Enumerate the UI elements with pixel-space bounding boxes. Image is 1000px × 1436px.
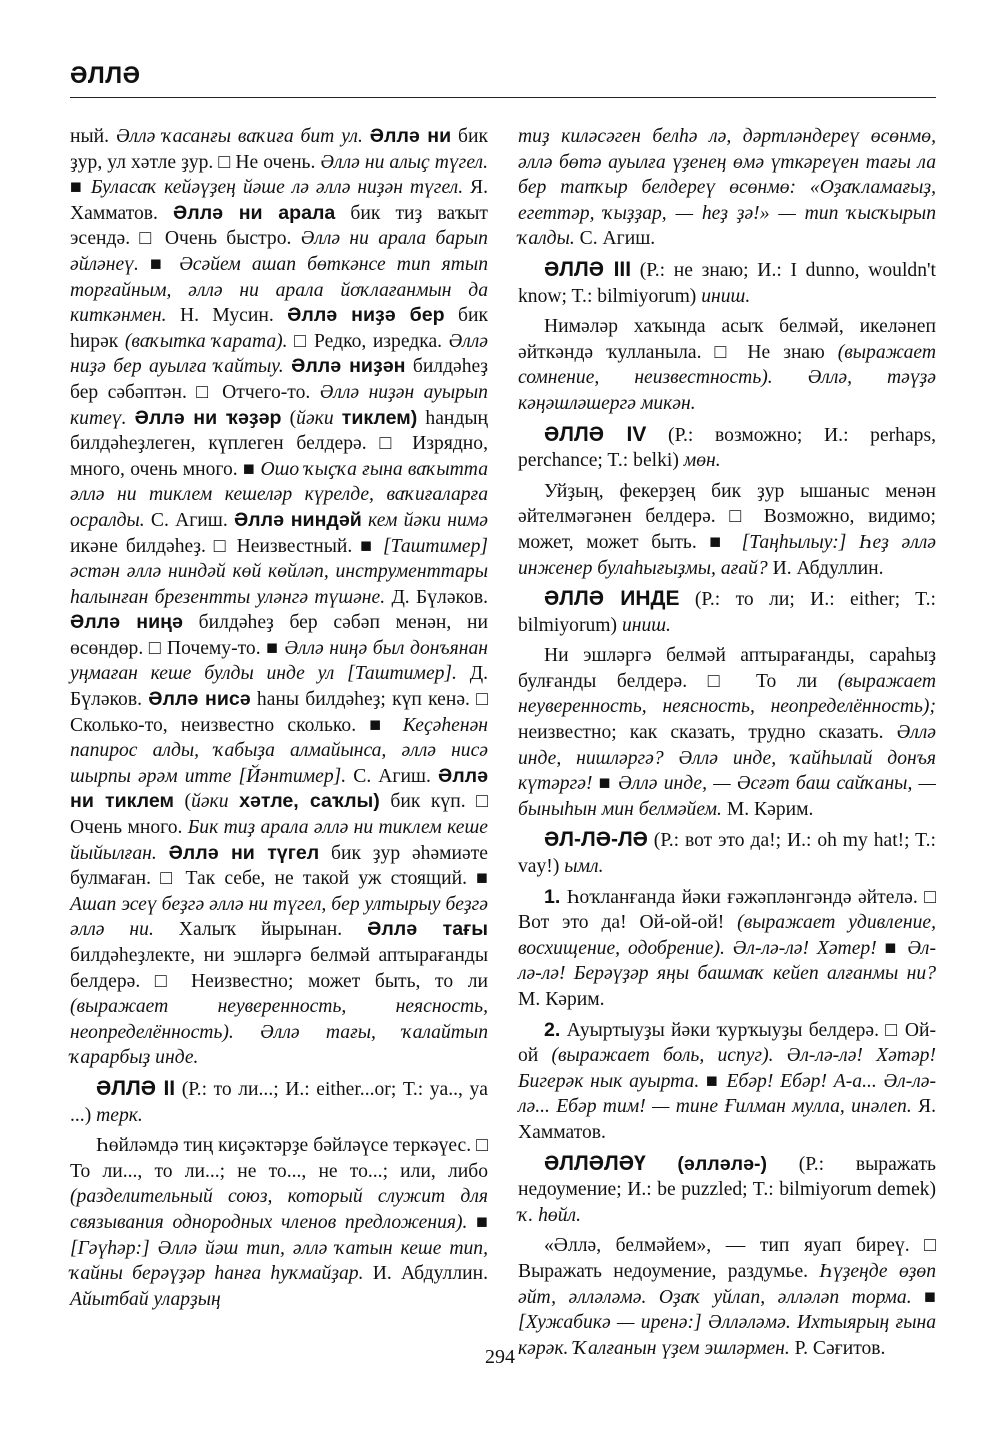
text-run: ■ bbox=[70, 177, 91, 199]
example-italic: (выражает сомнение, неизвестность). Әллә, тәүҙә кәңәшләшергә микән. bbox=[518, 341, 936, 414]
entry-heading bbox=[518, 586, 936, 638]
example-italic: (разделительный союз, который служит для связывания однородных членов предложения). bbox=[70, 1186, 488, 1233]
text-run: Уйҙың, фекерҙең бик ҙур ышаныс менән әйтелмәгәнен белдерә. □ Возможно, видимо; может, может быть. ■ bbox=[518, 480, 936, 553]
entry-text bbox=[518, 479, 936, 581]
entry-heading bbox=[518, 257, 936, 309]
entry-text bbox=[518, 643, 936, 822]
text-run: ( bbox=[281, 407, 297, 429]
phrase-bold: Әллә ниҙән bbox=[291, 355, 406, 378]
phrase-bold: тиклем) bbox=[341, 406, 418, 429]
text-run: бик һирәк bbox=[70, 305, 489, 352]
example-italic: Әллә ҡасанғы ваҡиға бит ул. bbox=[115, 126, 363, 147]
example-italic: (ваҡытка ҡарата). bbox=[124, 330, 288, 352]
example-italic: кем йәки нимә bbox=[368, 509, 488, 531]
phrase-bold: Әллә ни bbox=[369, 125, 452, 147]
example-italic: (выражает боль, испуг). Әл-лә-лә! Хәтәр! Бигерәк нык ауырта. bbox=[518, 1045, 936, 1092]
entry-text bbox=[70, 124, 488, 1071]
example-italic: (выражает удивление, восхищение, одобрение). Әл-лә-лә! Хәтер! bbox=[518, 912, 936, 959]
text-run: ■ bbox=[592, 773, 619, 795]
phrase-bold: Әллә ниндәй bbox=[233, 508, 362, 531]
text-run: С. Агиш. bbox=[574, 228, 656, 250]
entry-sense bbox=[518, 885, 936, 1013]
headword: ӘЛЛӘ IV bbox=[544, 422, 647, 446]
phrase-bold: Әллә тағы bbox=[367, 918, 488, 941]
example-italic: Әллә инде, нишләргә? Әллә инде, ҡайһылай донъя күтәргә! bbox=[518, 722, 936, 795]
page-number: 294 bbox=[485, 1346, 515, 1368]
text-run: Н. Мусин. bbox=[166, 305, 288, 327]
headword: ӘЛ-ЛӘ-ЛӘ bbox=[544, 828, 648, 852]
phrase-bold: хәтле, саҡлы) bbox=[239, 790, 380, 813]
phrase-bold: 2. bbox=[544, 1018, 561, 1041]
text-run: ■ bbox=[138, 253, 180, 275]
headword: ӘЛЛӘЛӘҮ bbox=[544, 1151, 646, 1175]
example-italic: [Таштимер] әстән әллә ниндәй көй көйләп, инструменттары һалынған брезентты уләнгә түшәне. bbox=[70, 535, 488, 608]
phrase-bold: Әллә нисә bbox=[148, 688, 251, 711]
example-italic: Ебәр! Ебәр! А-а... Әл-лә-лә... Ебәр тим! — тине Ғилман мулла, инәлеп. bbox=[518, 1070, 937, 1118]
text-run: «Әллә, белмәйем», — тип яуап биреү. □ Выражать недоумение, раздумье. bbox=[518, 1235, 936, 1282]
text-run: һаны билдәһеҙ; күп кенә. □ Сколько-то, неизвестно сколько. ■ bbox=[70, 689, 488, 736]
example-italic: Әллә ни арала барып әйләнеү. bbox=[70, 228, 488, 275]
example-italic: Айытбай уларҙың bbox=[70, 1288, 221, 1310]
example-italic: Бик тиҙ арала әллә ни тиклем кеше йыйылған. bbox=[70, 817, 488, 864]
example-italic: [Гәүһәр:] Әллә йәш тип, әллә ҡатын кеше тип, ҡайны берәүҙәр һанға һуҡмайҙар. bbox=[70, 1237, 488, 1285]
text-run: Халыҡ йырынан. bbox=[153, 919, 368, 941]
text-run: И. Абдуллин. bbox=[363, 1263, 488, 1285]
entry-text bbox=[518, 1233, 936, 1361]
entry-text bbox=[518, 124, 936, 252]
example-italic: Әллә ни алыҫ түгел. bbox=[320, 151, 488, 173]
text-run: неизвестно; как сказать, трудно сказать. bbox=[518, 722, 897, 744]
entry-heading bbox=[70, 1076, 488, 1128]
headword: ӘЛЛӘ II bbox=[96, 1076, 176, 1100]
text-run: (Р.: выражать недоумение; И.: be puzzled; T.: bilmiyorum demek) bbox=[518, 1153, 936, 1201]
text-run: билдәһеҙ бер сәбәп менән, ни өсөндөр. □ Почему-то. ■ bbox=[70, 612, 489, 659]
text-run: Д. Бүләков. bbox=[70, 663, 488, 711]
text-run bbox=[157, 843, 169, 864]
text-run: Р. Сәғитов. bbox=[789, 1337, 886, 1359]
text-run: Һөйләмдә тиң киҫәктәрҙе бәйләүсе теркәүес. □ То ли..., то ли...; не то..., не то...; или, либо bbox=[70, 1135, 488, 1182]
example-italic: Буласаҡ кейәүҙең йәше лә әллә ниҙән түгел. bbox=[90, 177, 464, 199]
example-italic: тиҙ киләсәген белһә лә, дәртләндереү өсөнмө, әллә бөтә ауылға үҙенең өмә үткәреүен тағы ла бер тапҡыр белдереү өсөнмө: «Оҙаҡламағыҙ, егеттәр, ҡыҙҙар, — һеҙ ҙә!» — тип ҡысҡырып ҡалды. bbox=[518, 126, 936, 250]
text-run: ■ bbox=[467, 1211, 488, 1233]
text-run: И. Абдуллин. bbox=[767, 557, 884, 579]
left-column bbox=[70, 124, 488, 1317]
text-run: (Р.: не знаю; И.: I dunno, wouldn't know; T.: bilmiyorum) bbox=[518, 259, 936, 307]
example-italic: Кеҫәһенән папирос алды, ҡабыҙа алмайынса, әллә нисә шырпы әрәм итте [Йәнтимер]. bbox=[70, 714, 488, 787]
text-run: Нимәләр хаҡында асыҡ белмәй, икеләнеп әйткәндә ҡулланыла. □ Не знаю bbox=[518, 316, 936, 363]
text-run: ■ bbox=[699, 1070, 727, 1092]
example-italic: терк. bbox=[96, 1104, 143, 1126]
phrase-bold: Әллә ни ҡәҙәр bbox=[134, 406, 282, 429]
example-italic: Һүҙеңде өҙөп әйт, әлләләмә. Оҙаҡ уйлап, әлләләп торма. bbox=[518, 1260, 936, 1308]
example-italic: [Таңһылыу:] Һеҙ әллә инженер булаһығыҙмы, ағай? bbox=[518, 531, 936, 579]
text-run: ■ bbox=[911, 1286, 936, 1308]
example-italic: Ошо ҡыҫҡа ғына ваҡытта әллә ни тиклем кешеләр күрелде, ваҡиғаларға осралды. bbox=[70, 458, 488, 531]
text-run: Д. Бүләков. bbox=[385, 586, 488, 608]
example-italic: Әллә ниңә был донъянан уңмаған кеше булды инде ул [Таштимер]. bbox=[70, 637, 488, 685]
text-run bbox=[127, 408, 135, 429]
text-run bbox=[229, 791, 240, 812]
text-run: М. Кәрим. bbox=[721, 798, 814, 820]
text-run: һандың билдәһеҙлеген, күплеген белдерә. □ Изрядно, много, очень много. ■ bbox=[70, 407, 488, 480]
text-run: Ни эшләргә белмәй аптырағанды, сараһыҙ булғанды белдерә. □ То ли bbox=[518, 645, 936, 692]
example-italic: Әл-лә-лә! Берәүҙәр яңы башмаҡ кейеп алғанмы ни? bbox=[518, 937, 936, 985]
text-run: Я. Хамматов. bbox=[70, 177, 488, 224]
text-run: икәне билдәһеҙ. □ Неизвестный. ■ bbox=[70, 535, 384, 557]
text-run bbox=[334, 408, 342, 429]
phrase-bold: 1. bbox=[544, 885, 561, 908]
text-run: (Р.: возможно; И.: perhaps, perchance; T.: belki) bbox=[518, 424, 936, 472]
example-italic: Әллә ниҙән ауырып китеү. bbox=[70, 381, 488, 429]
text-run: (Р.: вот это да!; И.: oh my hat!; T.: vay!) bbox=[518, 830, 936, 878]
example-italic: Ашап эсеү беҙгә әллә ни түгел, бер ултырыу беҙгә әллә ни. bbox=[70, 893, 488, 941]
text-run: ный. bbox=[70, 126, 116, 147]
entry-heading bbox=[518, 827, 936, 879]
text-run: бик күп. □ Очень много. bbox=[70, 791, 488, 839]
entry-text bbox=[518, 314, 936, 416]
example-italic: иниш. bbox=[701, 285, 751, 307]
running-head: ӘЛЛӘ bbox=[70, 62, 141, 89]
text-run: (Р.: то ли; И.: either; T.: bilmiyorum) bbox=[518, 589, 936, 636]
entry-text bbox=[70, 1133, 488, 1312]
phrase-bold: Әллә ниңә bbox=[70, 611, 183, 634]
entry-heading bbox=[518, 1151, 936, 1229]
phrase-bold: (әлләлә-) bbox=[677, 1152, 768, 1175]
example-italic: (выражает неуверенность, неясность, неопределённость). bbox=[70, 996, 488, 1043]
text-run bbox=[646, 1154, 678, 1175]
text-run: Ауыртыуҙы йәки ҡурҡыуҙы белдерә. □ Ой-ой bbox=[518, 1019, 936, 1067]
text-run bbox=[284, 356, 291, 377]
example-italic: Әллә инде, — Әсғәт баш сайҡаны, — быныһын мин белмәйем. bbox=[518, 773, 936, 820]
text-run bbox=[363, 126, 370, 147]
text-run: С. Агиш. bbox=[346, 765, 438, 787]
example-italic: йәки bbox=[191, 791, 229, 813]
phrase-bold: Әллә ни түгел bbox=[168, 841, 320, 864]
phrase-bold: Әллә ни тиклем bbox=[70, 764, 488, 813]
headword: ӘЛЛӘ III bbox=[544, 257, 632, 281]
example-italic: Әсәйем ашап бөткәнсе тип ятып торғайным, әллә ни арала йоҡлағанмын да киткәнмен. bbox=[70, 253, 488, 327]
text-run: бик тиҙ ваҡыт эсендә. □ Очень быстро. bbox=[70, 202, 488, 250]
example-italic: [Хужабикә — иренә:] Әлләләмә. Ихтыярың ғына кәрәк. Ҡалғанын үҙем эшләрмен. bbox=[518, 1312, 936, 1359]
example-italic: Әллә ниҙә бер ауылға ҡайтыу. bbox=[70, 330, 488, 378]
entry-sense bbox=[518, 1018, 936, 1146]
text-run: ■ bbox=[876, 937, 908, 959]
example-italic: ҡ. һөйл. bbox=[518, 1204, 581, 1226]
text-run bbox=[234, 1022, 260, 1043]
text-run: Я. Хамматов. bbox=[518, 1096, 936, 1143]
text-run: Һоҡланғанда йәки ғәжәпләнгәндә әйтелә. □ Вот это да! Ой-ой-ой! bbox=[518, 886, 936, 934]
text-run: М. Кәрим. bbox=[518, 989, 605, 1010]
text-run: бик ҙур, ул хәтле ҙур. □ Не очень. bbox=[70, 126, 489, 173]
text-run: С. Агиш. bbox=[144, 509, 234, 531]
text-run: □ Редко, изредка. bbox=[287, 330, 449, 352]
example-italic: иниш. bbox=[621, 614, 671, 636]
phrase-bold: Әллә ниҙә бер bbox=[287, 304, 445, 327]
example-italic: мөн. bbox=[683, 450, 721, 472]
right-column bbox=[518, 124, 936, 1366]
headword: ӘЛЛӘ ИНДЕ bbox=[544, 587, 680, 611]
example-italic: ымл. bbox=[564, 856, 604, 878]
text-run: билдәһеҙ бер сәбәптән. □ Отчего-то. bbox=[70, 356, 488, 403]
text-run: билдәһеҙлекте, ни эшләргә белмәй аптырағанды белдерә. □ Неизвестно; может быть, то ли bbox=[70, 945, 488, 992]
header-rule bbox=[70, 97, 936, 98]
text-run: (Р.: то ли...; И.: either...or; Т.: ya.., ya ...) bbox=[70, 1078, 488, 1126]
text-run: бик ҙур әһәмиәте булмаған. □ Так себе, не такой уж стоящий. ■ bbox=[70, 842, 488, 890]
entry-heading bbox=[518, 422, 936, 474]
example-italic: (выражает неуверенность, неясность, неопределённость); bbox=[518, 670, 936, 718]
example-italic: йәки bbox=[296, 407, 334, 429]
text-run: ( bbox=[173, 791, 192, 813]
phrase-bold: Әллә ни арала bbox=[173, 201, 336, 224]
example-italic: Әллә тағы, ҡалайтып ҡарарбыҙ инде. bbox=[70, 1021, 488, 1069]
